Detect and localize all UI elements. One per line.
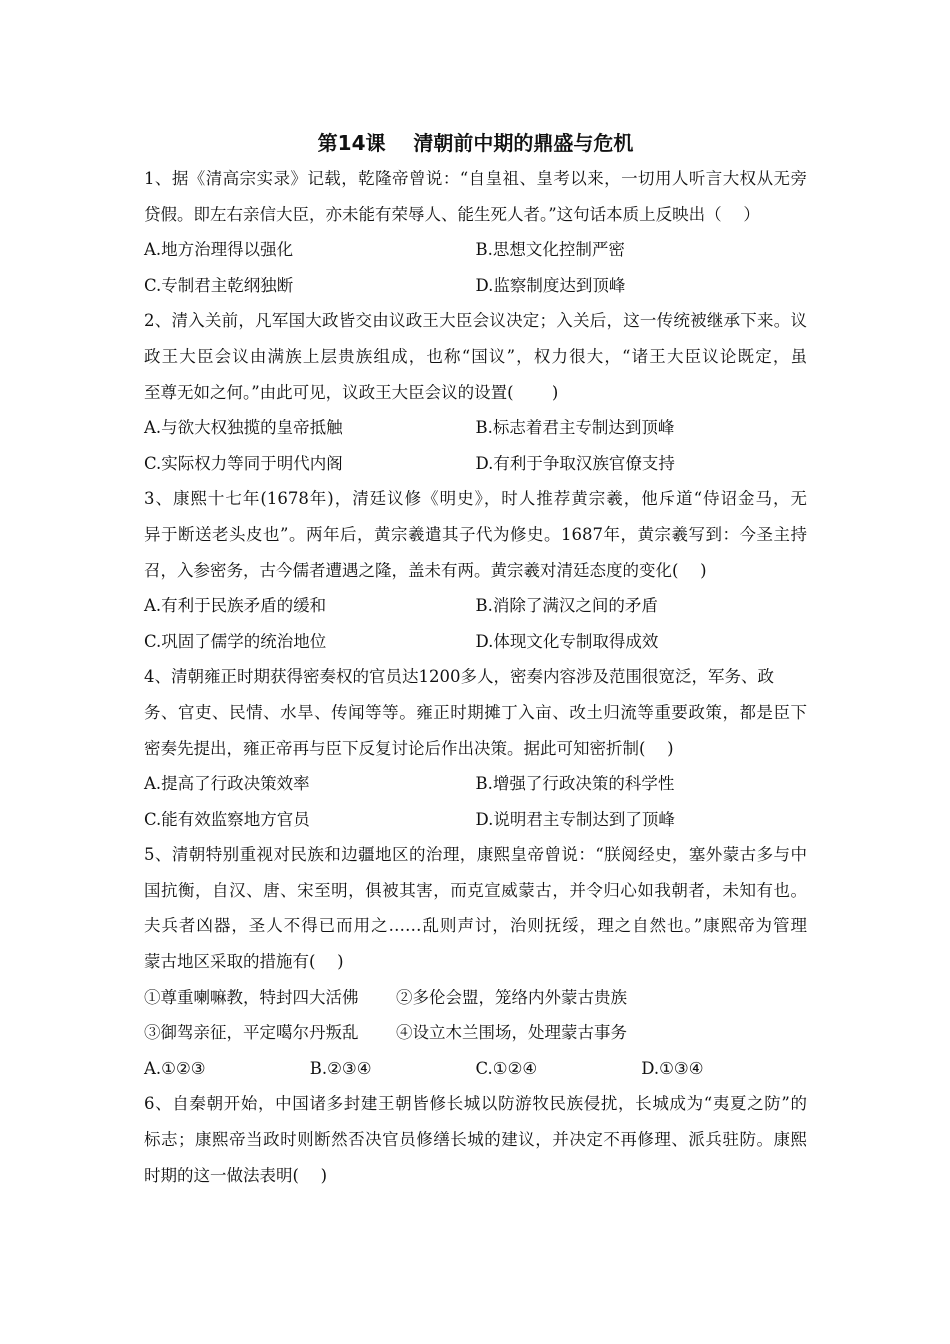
question-4 — [144, 659, 807, 837]
option-b: B.增强了行政决策的科学性 — [475, 774, 675, 794]
option-a: A.与欲大权独揽的皇帝抵触 — [144, 418, 343, 438]
option-c: C.①②④ — [475, 1058, 538, 1078]
statement-row — [144, 1015, 807, 1051]
option-row — [144, 624, 807, 660]
option-row — [144, 766, 807, 802]
question-6 — [144, 1086, 807, 1193]
option-d: D.体现文化专制取得成效 — [475, 631, 659, 651]
question-stem-line: 4、清朝雍正时期获得密奏权的官员达1200多人，密奏内容涉及范围很宽泛，军务、政 — [144, 667, 774, 687]
statement-row — [144, 980, 807, 1016]
question-stem-line: 密奏先提出，雍正帝再与臣下反复讨论后作出决策。据此可知密折制( ) — [144, 738, 674, 758]
option-a: A.有利于民族矛盾的缓和 — [144, 596, 327, 616]
option-row — [144, 446, 807, 482]
option-d: D.①③④ — [641, 1058, 704, 1078]
statement-3: ③御驾亲征，平定噶尔丹叛乱 — [144, 1023, 359, 1043]
statement-2: ②多伦会盟，笼络内外蒙古贵族 — [396, 987, 627, 1007]
option-d: D.有利于争取汉族官僚支持 — [475, 453, 675, 473]
option-d: D.监察制度达到顶峰 — [475, 275, 626, 295]
question-stem-line: 贷假。即左右亲信大臣，亦未能有荣辱人、能生死人者。”这句话本质上反映出（ ） — [144, 204, 760, 224]
option-c: C.巩固了儒学的统治地位 — [144, 631, 327, 651]
question-stem-line: 至尊无如之何。”由此可见，议政王大臣会议的设置( ) — [144, 382, 559, 402]
option-b: B.标志着君主专制达到顶峰 — [475, 418, 675, 438]
question-stem-line: 务、官吏、民情、水旱、传闻等等。雍正时期摊丁入亩、改土归流等重要政策，都是臣下 — [144, 702, 807, 722]
option-row — [144, 802, 807, 838]
option-b: B.思想文化控制严密 — [475, 240, 625, 260]
option-row — [144, 232, 807, 268]
question-stem-line: 蒙古地区采取的措施有( ) — [144, 952, 344, 972]
option-c: C.实际权力等同于明代内阁 — [144, 453, 343, 473]
page-title: 第14课 清朝前中期的鼎盛与危机 — [317, 131, 634, 155]
question-stem-line: 政王大臣会议由满族上层贵族组成，也称“国议”，权力很大，“诸王大臣议论既定，虽 — [144, 346, 807, 366]
option-b: B.②③④ — [309, 1058, 372, 1078]
option-row — [144, 588, 807, 624]
option-b: B.消除了满汉之间的矛盾 — [475, 596, 658, 616]
question-stem-line: 1、据《清高宗实录》记载，乾隆帝曾说：“自皇祖、皇考以来，一切用人听言大权从无旁 — [144, 169, 807, 188]
statement-4: ④设立木兰围场，处理蒙古事务 — [396, 1023, 627, 1043]
question-stem-line: 5、清朝特别重视对民族和边疆地区的治理，康熙皇帝曾说：“朕阅经史，塞外蒙古多与中 — [144, 845, 807, 865]
question-stem-line: 时期的这一做法表明( ) — [144, 1165, 328, 1185]
question-stem-line: 2、清入关前，凡军国大政皆交由议政王大臣会议决定；入关后，这一传统被继承下来。议 — [144, 311, 807, 331]
question-stem-line: 异于断送老头皮也”。两年后，黄宗羲遣其子代为修史。1687年，黄宗羲写到：今圣主持 — [144, 524, 807, 544]
statement-1: ①尊重喇嘛教，特封四大活佛 — [144, 987, 359, 1007]
question-stem-line: 夫兵者凶器，圣人不得已而用之……乱则声讨，治则抚绥，理之自然也。”康熙帝为管理 — [144, 916, 807, 936]
option-row — [144, 410, 807, 446]
option-d: D.说明君主专制达到了顶峰 — [475, 809, 675, 829]
question-stem-line: 国抗衡，自汉、唐、宋至明，俱被其害，而克宣威蒙古，并令归心如我朝者，未知有也。 — [144, 880, 807, 900]
document-page — [144, 125, 807, 1193]
option-a: A.地方治理得以强化 — [144, 240, 294, 260]
option-row — [144, 268, 807, 304]
question-2 — [144, 303, 807, 481]
question-1 — [144, 161, 807, 303]
option-row — [144, 1051, 807, 1087]
option-a: A.提高了行政决策效率 — [144, 774, 310, 794]
question-stem-line: 标志；康熙帝当政时则断然否决官员修缮长城的建议，并决定不再修理、派兵驻防。康熙 — [144, 1130, 807, 1150]
option-c: C.专制君主乾纲独断 — [144, 275, 294, 295]
question-5 — [144, 837, 807, 1086]
question-stem-line: 3、康熙十七年(1678年)，清廷议修《明史》，时人推荐黄宗羲，他斥道“侍诏金马，无 — [144, 489, 807, 509]
question-stem-line: 召，入参密务，古今儒者遭遇之隆，盖未有两。黄宗羲对清廷态度的变化( ) — [144, 560, 707, 580]
option-a: A.①②③ — [144, 1058, 206, 1078]
question-3 — [144, 481, 807, 659]
option-c: C.能有效监察地方官员 — [144, 809, 310, 829]
question-stem-line: 6、自秦朝开始，中国诸多封建王朝皆修长城以防游牧民族侵扰，长城成为“夷夏之防”的 — [144, 1094, 807, 1114]
